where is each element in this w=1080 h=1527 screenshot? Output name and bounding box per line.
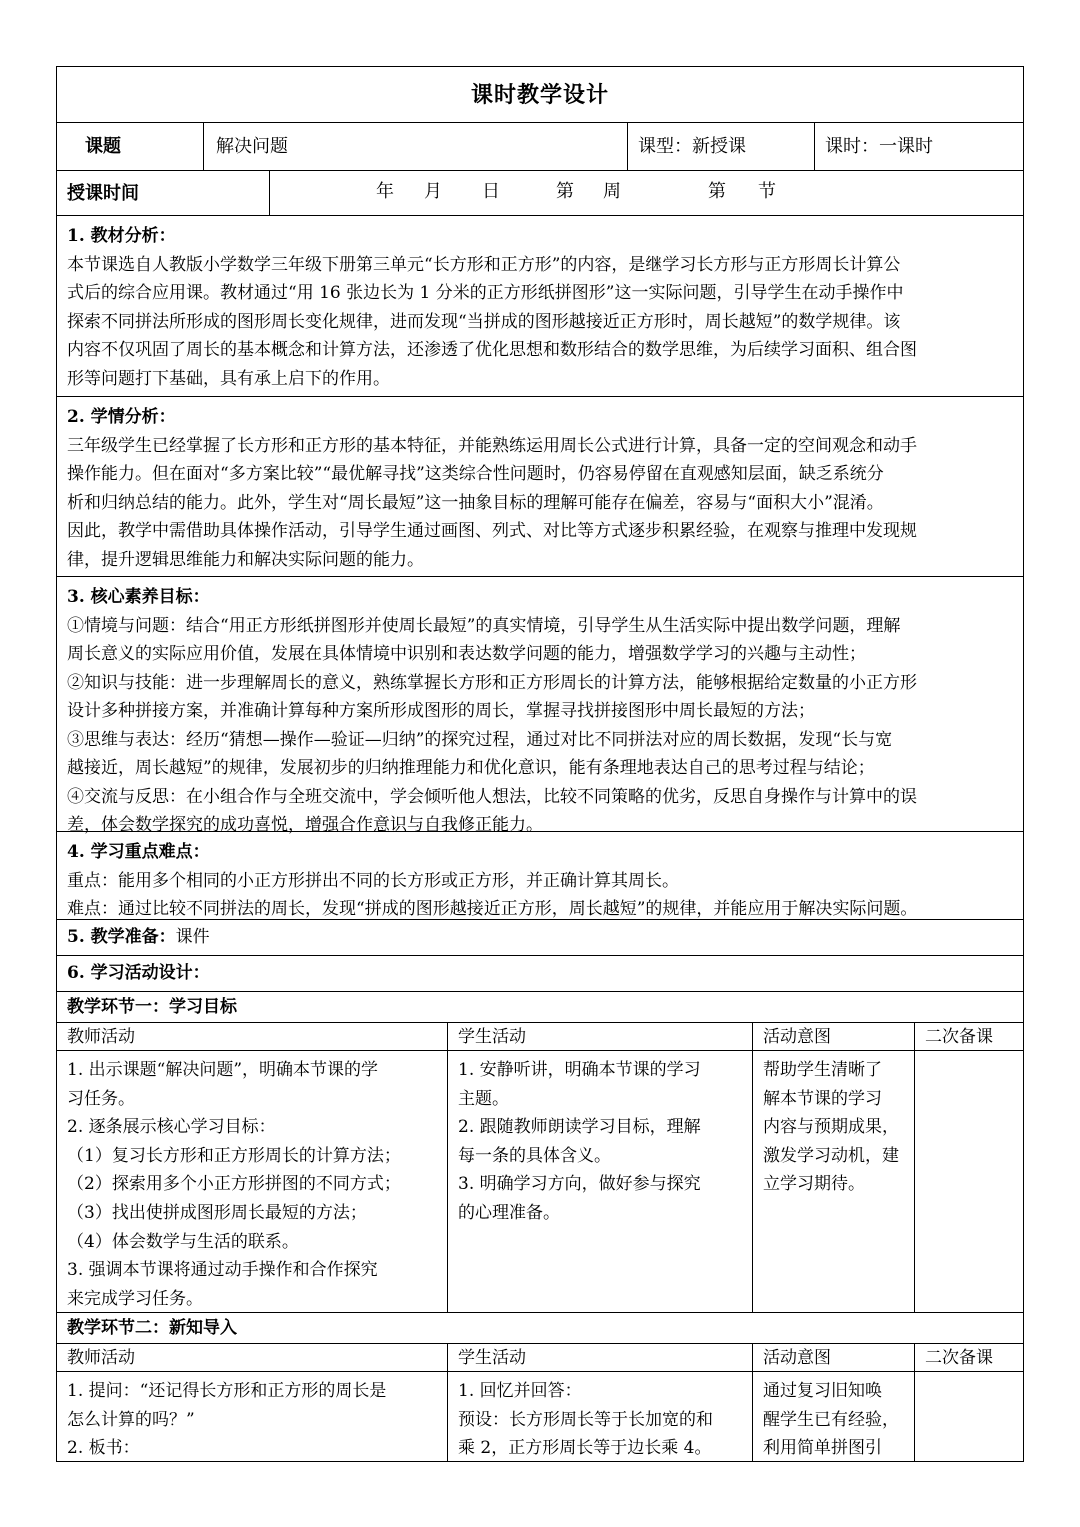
secondary-prep — [914, 1051, 1025, 1312]
lesson-plan-table — [56, 66, 1024, 1462]
text-line: 每一条的具体含义。 — [458, 1145, 611, 1166]
topic-label: 课题 — [85, 136, 121, 157]
student-activity — [447, 1051, 752, 1312]
text-line: 律，提升逻辑思维能力和解决实际问题的能力。 — [67, 549, 424, 570]
lesson-type: 课型：新授课 — [627, 123, 814, 170]
col-intent: 活动意图 — [752, 1023, 914, 1050]
text-line: 设计多种拼接方案，并准确计算每种方案所形成图形的周长，掌握寻找拼接图形中周长最短的方法； — [67, 701, 815, 721]
date-day: 日 — [482, 181, 500, 202]
section-heading: 2. 学情分析： — [67, 407, 176, 427]
page-title: 课时教学设计 — [56, 66, 1024, 123]
stage-body-row — [56, 1372, 1024, 1462]
text-line: 差，体会数学探究的成功喜悦，增强合作意识与自我修正能力。 — [67, 815, 543, 835]
date-section: 节 — [758, 181, 776, 202]
col-teacher: 教师活动 — [67, 1027, 135, 1047]
text-line: 怎么计算的吗？” — [67, 1409, 195, 1430]
text-line: 形等问题打下基础，具有承上启下的作用。 — [67, 368, 390, 389]
text-line: 激发学习动机，建 — [763, 1145, 899, 1166]
col-note: 二次备课 — [914, 1023, 1025, 1050]
topic-row — [56, 123, 1024, 171]
table-header-row — [56, 1023, 1024, 1051]
section-core-goals — [56, 577, 1024, 835]
text-line: 1. 提问：“还记得长方形和正方形的周长是 — [67, 1381, 387, 1401]
stage-title: 教学环节二：新知导入 — [56, 1313, 1024, 1344]
section-heading: 1. 教材分析： — [67, 226, 176, 246]
text-line: 周长意义的实际应用价值，发展在具体情境中识别和表达数学问题的能力，增强数学学习的兴趣与主动性； — [67, 644, 866, 664]
section-key-points — [56, 832, 1024, 920]
text-line: （1）复习长方形和正方形周长的计算方法； — [67, 1145, 401, 1166]
text-line: 的心理准备。 — [458, 1202, 560, 1223]
section-heading: 5. 教学准备： — [67, 927, 176, 947]
date-week: 周 — [603, 181, 621, 202]
text-line: ②知识与技能：进一步理解周长的意义，熟练掌握长方形和正方形周长的计算方法，能够根据给定数量的小正方形 — [67, 672, 917, 693]
text-line: 2. 板书： — [67, 1438, 140, 1459]
text-line: 利用简单拼图引 — [763, 1438, 882, 1459]
date-week-prefix: 第 — [556, 181, 574, 202]
text-line: 解本节课的学习 — [763, 1088, 882, 1109]
text-line: 2. 逐条展示核心学习目标： — [67, 1117, 276, 1138]
section-heading: 6. 学习活动设计： — [67, 963, 210, 983]
text-line: 探索不同拼法所形成的图形周长变化规律，进而发现“当拼成的图形越接近正方形时，周长越短”的数学规律。该 — [67, 311, 901, 332]
text-line: （4）体会数学与生活的联系。 — [67, 1231, 299, 1252]
section-heading: 3. 核心素养目标： — [67, 587, 210, 607]
text-line: ④交流与反思：在小组合作与全班交流中，学会倾听他人想法，比较不同策略的优劣，反思自身操作与计算中的误 — [67, 786, 917, 807]
section-textbook-analysis — [56, 216, 1024, 397]
text-line: 2. 跟随教师朗读学习目标，理解 — [458, 1117, 701, 1138]
date-fields — [269, 171, 1025, 215]
text-line: 难点：通过比较不同拼法的周长，发现“拼成的图形越接近正方形，周长越短”的规律，并能应用于解决实际问题。 — [67, 899, 918, 919]
text-line: 析和归纳总结的能力。此外，学生对“周长最短”这一抽象目标的理解可能存在偏差，容易与“面积大小”混淆。 — [67, 492, 884, 513]
text-line: 重点：能用多个相同的小正方形拼出不同的长方形或正方形，并正确计算其周长。 — [67, 870, 679, 891]
text-line: 因此，教学中需借助具体操作活动，引导学生通过画图、列式、对比等方式逐步积累经验，在观察与推理中发现规 — [67, 521, 917, 541]
teacher-activity — [57, 1372, 447, 1461]
text-line: 来完成学习任务。 — [67, 1288, 203, 1309]
stage-body-row — [56, 1051, 1024, 1313]
topic-value: 解决问题 — [203, 123, 627, 170]
text-line: 操作能力。但在面对“多方案比较”“最优解寻找”这类综合性问题时，仍容易停留在直观感知层面，缺乏系统分 — [67, 464, 884, 484]
col-teacher: 教师活动 — [67, 1348, 135, 1368]
text-line: 3. 明确学习方向，做好参与探究 — [458, 1174, 701, 1195]
text-line: 通过复习旧知唤 — [763, 1381, 882, 1401]
section-preparation — [56, 920, 1024, 956]
text-line: 习任务。 — [67, 1088, 135, 1109]
text-line: （2）探索用多个小正方形拼图的不同方式； — [67, 1174, 401, 1195]
col-student: 学生活动 — [447, 1023, 752, 1050]
stage-title: 教学环节一：学习目标 — [56, 992, 1024, 1023]
text-line: 1. 回忆并回答： — [458, 1381, 582, 1401]
text-line: 1. 安静听讲，明确本节课的学习 — [458, 1060, 701, 1080]
lesson-period: 课时：一课时 — [814, 123, 1025, 170]
text-line: 内容与预期成果， — [763, 1117, 899, 1138]
text-line: （3）找出使拼成图形周长最短的方法； — [67, 1202, 367, 1223]
text-line: 乘 2，正方形周长等于边长乘 4。 — [458, 1438, 712, 1459]
section-activity-design — [56, 956, 1024, 992]
col-student: 学生活动 — [447, 1344, 752, 1371]
text-line: 预设：长方形周长等于长加宽的和 — [458, 1409, 713, 1430]
text-line: 醒学生已有经验， — [763, 1409, 899, 1430]
text-line: 三年级学生已经掌握了长方形和正方形的基本特征，并能熟练运用周长公式进行计算，具备一定的空间观念和动手 — [67, 435, 917, 456]
text-line: 立学习期待。 — [763, 1174, 865, 1195]
text-line: 帮助学生清晰了 — [763, 1060, 882, 1080]
date-year: 年 — [376, 181, 394, 202]
activity-intent — [752, 1372, 914, 1461]
teacher-activity — [57, 1051, 447, 1312]
section-heading: 4. 学习重点难点： — [67, 842, 210, 862]
text-line: 1. 出示课题“解决问题”，明确本节课的学 — [67, 1060, 379, 1080]
date-section-prefix: 第 — [708, 181, 726, 202]
col-intent: 活动意图 — [752, 1344, 914, 1371]
col-note: 二次备课 — [914, 1344, 1025, 1371]
preparation-value: 课件 — [175, 927, 210, 947]
time-label: 授课时间 — [67, 183, 139, 204]
text-line: 3. 强调本节课将通过动手操作和合作探究 — [67, 1260, 378, 1281]
text-line: ③思维与表达：经历“猜想—操作—验证—归纳”的探究过程，通过对比不同拼法对应的周长数据，发现“长与宽 — [67, 729, 893, 750]
text-line: 主题。 — [458, 1088, 509, 1109]
text-line: 内容不仅巩固了周长的基本概念和计算方法，还渗透了优化思想和数形结合的数学思维，为后续学习面积、组合图 — [67, 340, 917, 360]
text-line: 式后的综合应用课。教材通过“用 16 张边长为 1 分米的正方形纸拼图形”这一实际问题，引导学生在动手操作中 — [67, 283, 904, 303]
time-row — [56, 171, 1024, 216]
text-line: 越接近，周长越短”的规律，发展初步的归纳推理能力和优化意识，能有条理地表达自己的思考过程与结论； — [67, 758, 875, 778]
table-header-row — [56, 1344, 1024, 1372]
secondary-prep — [914, 1372, 1025, 1461]
section-student-analysis — [56, 397, 1024, 577]
student-activity — [447, 1372, 752, 1461]
text-line: ①情境与问题：结合“用正方形纸拼图形并使周长最短”的真实情境，引导学生从生活实际中提出数学问题，理解 — [67, 615, 901, 636]
activity-intent — [752, 1051, 914, 1312]
text-line: 本节课选自人教版小学数学三年级下册第三单元“长方形和正方形”的内容，是继学习长方形与正方形周长计算公 — [67, 254, 901, 275]
date-month: 月 — [424, 181, 442, 202]
